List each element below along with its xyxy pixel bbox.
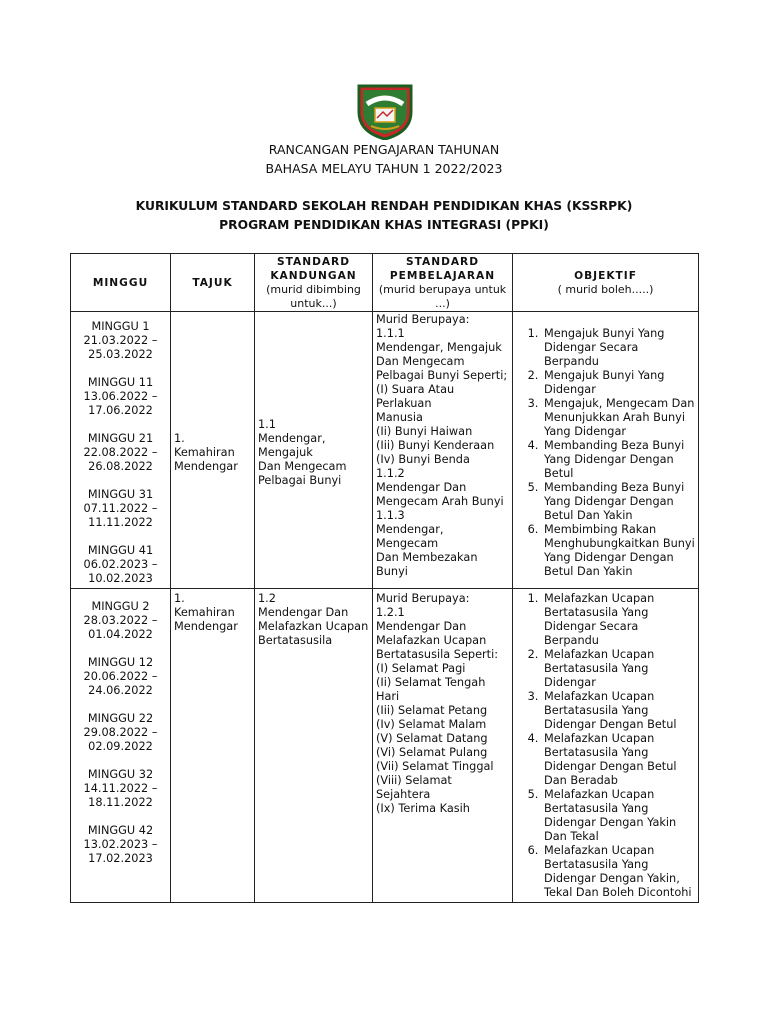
list-item: 6. Membimbing Rakan Menghubungkaitkan Bunyi Yang Didengar Dengan Betul Dan Yakin [542,523,695,579]
minggu-cell [71,312,171,589]
list-item: 3. Melafazkan Ucapan Bertatasusila Yang Didengar Dengan Betul [542,690,695,732]
week-entry: MINGGU 42 13.02.2023 – 17.02.2023 [83,824,158,865]
list-item: 2. Melafazkan Ucapan Bertatasusila Yang Didengar [542,648,695,690]
list-item: 4. Membanding Beza Bunyi Yang Didengar Dengan Betul [542,439,695,481]
objektif-cell [513,589,699,903]
table-header-row [71,254,699,312]
week-entry: MINGGU 32 14.11.2022 – 18.11.2022 [83,768,158,809]
objektif-cell [513,312,699,589]
minggu-cell [71,589,171,903]
header-standard-pembelajaran: STANDARD PEMBELAJARAN (murid berupaya untuk ...) [373,254,513,312]
list-item: 2. Mengajuk Bunyi Yang Didengar [542,369,695,397]
week-entry: MINGGU 41 06.02.2023 – 10.02.2023 [83,544,158,585]
standard-kandungan-cell: 1.1 Mendengar, Mengajuk Dan Mengecam Pelbagai Bunyi [255,312,373,589]
header-minggu: MINGGU [71,254,171,312]
list-item: 5. Melafazkan Ucapan Bertatasusila Yang Didengar Dengan Yakin Dan Tekal [542,788,695,844]
list-item: 1. Mengajuk Bunyi Yang Didengar Secara Berpandu [542,327,695,369]
curriculum-title [0,197,768,235]
list-item: 4. Melafazkan Ucapan Bertatasusila Yang Didengar Dengan Betul Dan Beradab [542,732,695,788]
week-entry: MINGGU 12 20.06.2022 – 24.06.2022 [83,656,158,697]
table-row [71,312,699,589]
week-entry: MINGGU 2 28.03.2022 – 01.04.2022 [83,600,158,641]
list-item: 1. Melafazkan Ucapan Bertatasusila Yang Didengar Secara Berpandu [542,592,695,648]
header-tajuk: TAJUK [171,254,255,312]
objektif-list [516,592,695,900]
table-row [71,589,699,903]
header-objektif: OBJEKTIF ( murid boleh.....) [513,254,699,312]
tajuk-cell: 1. Kemahiran Mendengar [171,312,255,589]
title-line-4: PROGRAM PENDIDIKAN KHAS INTEGRASI (PPKI) [219,218,549,232]
list-item: 6. Melafazkan Ucapan Bertatasusila Yang Didengar Dengan Yakin, Tekal Dan Boleh Dicontohi [542,844,695,900]
week-entry: MINGGU 11 13.06.2022 – 17.06.2022 [83,376,158,417]
week-entry: MINGGU 31 07.11.2022 – 11.11.2022 [83,488,158,529]
school-crest-icon [353,82,417,140]
title-line-3: KURIKULUM STANDARD SEKOLAH RENDAH PENDIDIKAN KHAS (KSSRPK) [135,199,633,213]
list-item: 3. Mengajuk, Mengecam Dan Menunjukkan Arah Bunyi Yang Didengar [542,397,695,439]
title-line-2: BAHASA MELAYU TAHUN 1 2022/2023 [265,161,503,176]
week-entry: MINGGU 22 29.08.2022 – 02.09.2022 [83,712,158,753]
week-entry: MINGGU 1 21.03.2022 – 25.03.2022 [83,320,158,361]
objektif-list [516,327,695,579]
standard-pembelajaran-cell: Murid Berupaya: 1.1.1 Mendengar, Mengajuk Dan Mengecam Pelbagai Bunyi Seperti; (I) Suara Atau Perlakuan Manusia (Ii) Bunyi Haiwan (Iii) Bunyi Kenderaan (Iv) Bunyi Benda 1.1.2 Mendengar Dan Mengecam Arah Bunyi 1.1.3 Mendengar, Mengecam Dan Membezakan Bunyi [373,312,513,589]
standard-kandungan-cell: 1.2 Mendengar Dan Melafazkan Ucapan Bertatasusila [255,589,373,903]
standard-pembelajaran-cell: Murid Berupaya: 1.2.1 Mendengar Dan Melafazkan Ucapan Bertatasusila Seperti: (I) Selamat Pagi (Ii) Selamat Tengah Hari (Iii) Selamat Petang (Iv) Selamat Malam (V) Selamat Datang (Vi) Selamat Pulang (Vii) Selamat Tinggal (Viii) Selamat Sejahtera (Ix) Terima Kasih [373,589,513,903]
tajuk-cell: 1. Kemahiran Mendengar [171,589,255,903]
list-item: 5. Membanding Beza Bunyi Yang Didengar Dengan Betul Dan Yakin [542,481,695,523]
title-line-1: RANCANGAN PENGAJARAN TAHUNAN [268,142,500,157]
document-title [0,140,768,178]
header-standard-kandungan: STANDARD KANDUNGAN (murid dibimbing untuk...) [255,254,373,312]
week-entry: MINGGU 21 22.08.2022 – 26.08.2022 [83,432,158,473]
lesson-plan-table [70,253,699,903]
